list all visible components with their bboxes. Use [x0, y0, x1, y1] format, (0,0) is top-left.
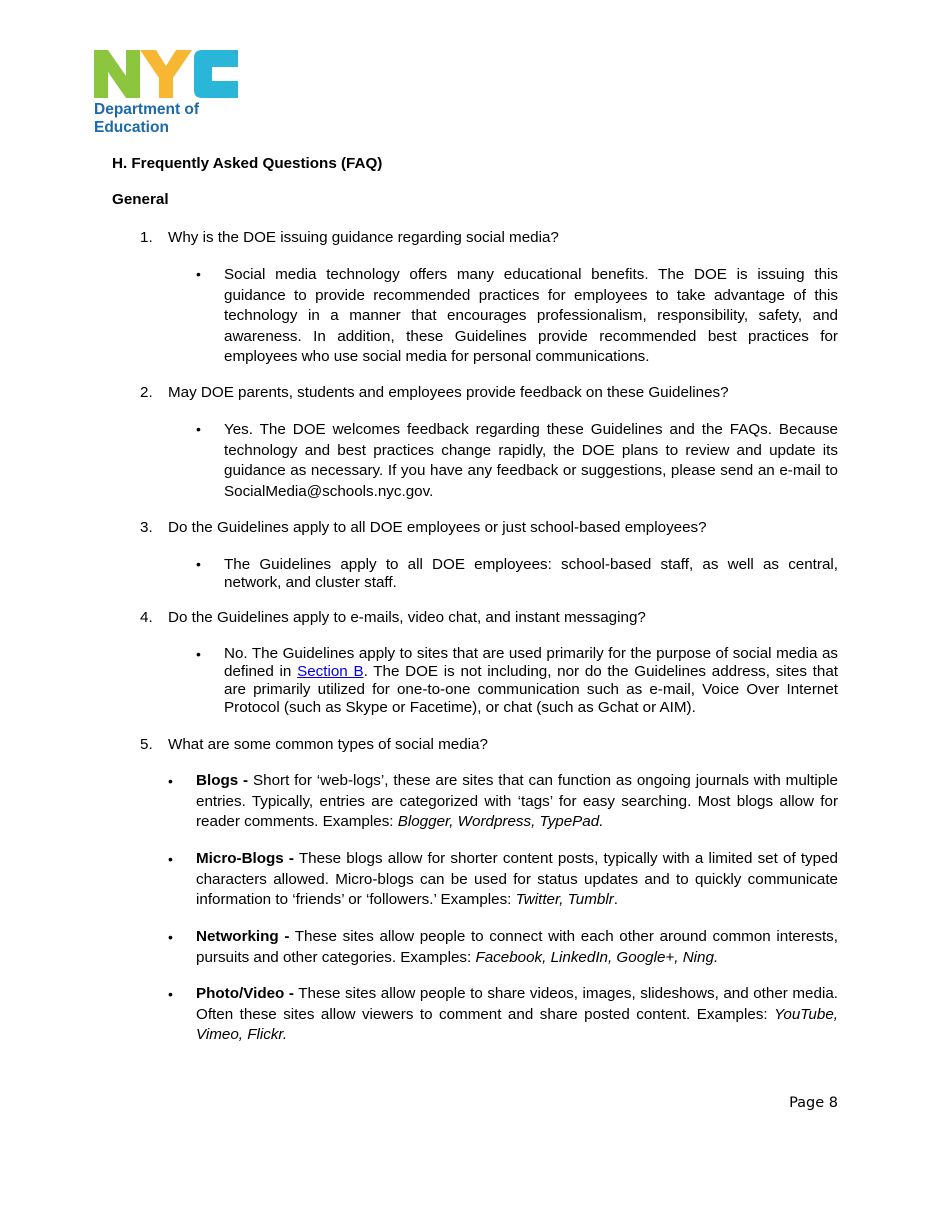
faq-answer-3: The Guidelines apply to all DOE employees: school-based staff, as well as central, network, and cluster staff. — [224, 556, 838, 591]
faq-question-4: 4. Do the Guidelines apply to e-mails, video chat, and instant messaging? — [140, 609, 646, 626]
page-number: Page 8 — [789, 1095, 838, 1111]
media-type-micro-blogs: Micro-Blogs - These blogs allow for shorter content posts, typically with a limited set of typed characters allowed. Micro-blogs can be used for status updates and to quickly communicate information to ‘friends’ or ‘followers.’ Examples: Twitter, Tumblr. — [196, 850, 838, 908]
logo-letter-c — [194, 50, 238, 98]
svg-text:™: ™ — [233, 52, 238, 58]
faq-answer-1: Social media technology offers many educational benefits. The DOE is issuing this guidance to provide recommended practices for employees to take advantage of this technology in a manner that encourages professionalism, responsibility, safety, and awareness. In addition, these Guidelines provide recommended best practices for employees who use social media for personal communications. — [224, 266, 838, 365]
bullet-icon: • — [168, 851, 173, 867]
logo-line-2: Education — [94, 119, 169, 136]
media-type-blogs: Blogs - Short for ‘web-logs’, these are sites that can function as ongoing journals with multiple entries. Typically, entries are categorized with ‘tags’ for easy searching. Most blogs allow for reader comments. Examples: Blogger, Wordpress, TypePad. — [196, 772, 839, 830]
media-type-networking: Networking - These sites allow people to connect with each other around common interests, pursuits and other categories. Examples: Facebook, LinkedIn, Google+, Ning. — [196, 928, 838, 966]
faq-answer-2: Yes. The DOE welcomes feedback regarding these Guidelines and the FAQs. Because technology and best practices change rapidly, the DOE plans to review and update its guidance as necessary. If you have any feedback or suggestions, please send an e-mail to SocialMedia@schools.nyc.gov. — [224, 421, 838, 500]
bullet-icon: • — [168, 773, 173, 789]
bullet-icon: • — [196, 266, 201, 282]
nyc-doe-logo — [94, 50, 240, 137]
faq-question-3: 3. Do the Guidelines apply to all DOE employees or just school-based employees? — [140, 519, 707, 536]
media-type-photo-video: Photo/Video - These sites allow people to share videos, images, slideshows, and other media. Often these sites allow viewers to comment and share posted content. Examples: YouTube, Vimeo, Flickr. — [196, 985, 838, 1043]
faq-question-2: 2. May DOE parents, students and employees provide feedback on these Guidelines? — [140, 384, 729, 401]
bullet-icon: • — [168, 929, 173, 945]
section-b-link[interactable]: Section B — [297, 663, 364, 680]
faq-question-5: 5. What are some common types of social media? — [140, 736, 488, 753]
subsection-title: General — [112, 191, 169, 208]
logo-line-1: Department of — [94, 101, 200, 118]
logo-letter-n — [94, 50, 140, 98]
nyc-logo-mark — [94, 50, 240, 100]
bullet-icon: • — [168, 986, 173, 1002]
bullet-icon: • — [196, 421, 201, 437]
bullet-icon: • — [196, 556, 201, 572]
bullet-icon: • — [196, 646, 201, 662]
faq-question-1: 1. Why is the DOE issuing guidance regarding social media? — [140, 229, 559, 246]
logo-letter-y — [140, 50, 192, 98]
section-title: H. Frequently Asked Questions (FAQ) — [112, 155, 383, 172]
faq-answer-4: No. The Guidelines apply to sites that are used primarily for the purpose of social media as defined in Section B. The DOE is not including, nor do the Guidelines address, sites that are primarily utilized for one-to-one communication such as e-mail, Voice Over Internet Protocol (such as Skype or Facetime), or chat (such as Gchat or AIM). — [224, 645, 838, 716]
